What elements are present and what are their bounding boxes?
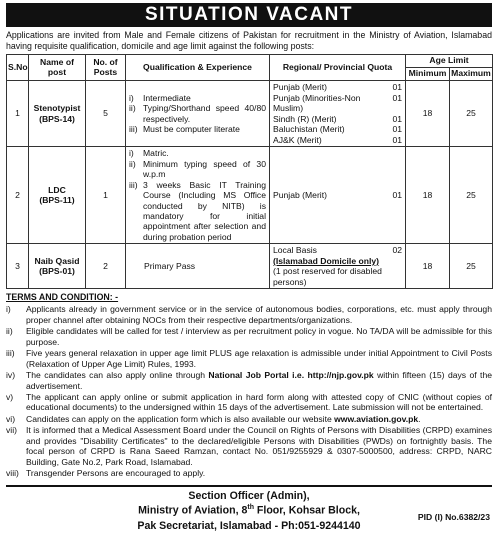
- term-num: i): [6, 304, 11, 315]
- quota-region: AJ&K (Merit): [273, 134, 322, 145]
- post-scale: (BPS-11): [39, 195, 75, 206]
- qual-num: i): [129, 92, 134, 103]
- header-sno: S.No: [7, 55, 29, 81]
- term-text-part: .: [418, 413, 421, 424]
- term-text: Eligible candidates will be called for test / interview as per recruitment policy in vogue. No TA/DA will be admissible for this purpose.: [26, 326, 492, 347]
- term-text: It is informed that a Medical Assessment Board under the Council on Rights of Persons with Disabilities (CRPD) examines and provides "Disability Certificates" to the declared/eligible Persons with Disabilities (PWDs) on fortnightly basis. The focal person of CRPD is Rana Saeed Ramzan, contact No. 051/9255929 & 0307-5000500, address: CRPD, NARC Building, Gate No.2, Park Road, Islamabad.: [26, 425, 492, 467]
- term-text-part: The candidates can also apply online through: [26, 370, 209, 381]
- term-text: The applicant can apply online or submit application in hard form along with attested copy of CNIC (without copies of educational documents) to the undersigned within 15 days of the advertisement. Late submission will not be entertained.: [26, 391, 492, 413]
- terms-list: [6, 304, 492, 479]
- list-item: [6, 414, 492, 424]
- intro-text: Applications are invited from Male and Female citizens of Pakistan for recruitment in the Ministry of Aviation, Islamabad having requisite qualification, domicile and age limit against the following posts:: [6, 30, 492, 51]
- quota-count: 01: [392, 113, 402, 124]
- pid-number: PID (I) No.6382/23: [417, 511, 490, 522]
- footer-ministry-text: Ministry of Aviation, 8: [138, 505, 248, 517]
- term-num: vii): [6, 425, 17, 436]
- quota-domicile: (Islamabad Domicile only): [273, 255, 380, 266]
- qual-num: iii): [129, 179, 138, 190]
- quota-count: 01: [392, 92, 402, 103]
- row-posts-count: 1: [86, 147, 126, 244]
- header-age-limit: Age Limit: [406, 55, 493, 68]
- vacancy-table: [6, 54, 493, 289]
- quota-region: Punjab (Minorities-Non Muslim): [273, 92, 361, 114]
- term-num: ii): [6, 326, 13, 337]
- row-qualification: [126, 81, 270, 147]
- row-sno: 3: [7, 244, 29, 289]
- term-text: Five years general relaxation in upper age limit PLUS age relaxation is admissible under initial Appointment to Civil Posts (Relaxation of Upper Age Limit) Rules, 1993.: [26, 348, 492, 369]
- row-quota: [270, 81, 406, 147]
- qual-text: Must be computer literate: [143, 124, 240, 135]
- post-scale: (BPS-14): [39, 113, 75, 124]
- term-text: Applicants already in government service or in the service of autonomous bodies, corporations, etc. must apply through proper channel after obtaining NOCs from their respective departments/organizations.: [26, 304, 492, 325]
- term-text: [26, 370, 492, 391]
- term-num: vi): [6, 413, 16, 424]
- row-post: [29, 81, 86, 147]
- quota-count: 01: [392, 124, 402, 135]
- quota-region: Baluchistan (Merit): [273, 124, 345, 135]
- website-link: www.aviation.gov.pk: [334, 413, 419, 424]
- row-qualification: [126, 244, 270, 289]
- footer-officer: Section Officer (Admin),: [188, 489, 310, 502]
- qual-num: iii): [129, 124, 138, 135]
- post-scale: (BPS-01): [39, 266, 75, 277]
- quota-count: 01: [392, 134, 402, 145]
- header-age-max: Maximum: [450, 68, 493, 81]
- row-age-min: 18: [406, 147, 450, 244]
- quota-region: Local Basis: [273, 245, 317, 256]
- term-num: v): [6, 391, 14, 402]
- term-text: [26, 414, 492, 424]
- quota-count: 01: [392, 82, 402, 93]
- page-title: SITUATION VACANT: [6, 3, 492, 27]
- footer-ministry-text: Floor, Kohsar Block,: [253, 505, 360, 517]
- qual-text: Intermediate: [143, 92, 191, 103]
- header-post: Name of post: [29, 55, 86, 81]
- row-qualification: [126, 147, 270, 244]
- list-item: [6, 304, 492, 325]
- row-quota: [270, 147, 406, 244]
- list-item: [6, 468, 492, 478]
- row-posts-count: 2: [86, 244, 126, 289]
- qual-text: Primary Pass: [144, 261, 196, 272]
- qual-num: ii): [129, 158, 136, 169]
- quota-region: Punjab (Merit): [273, 190, 327, 201]
- quota-note: (1 post reserved for disabled persons): [273, 266, 382, 287]
- post-name: LDC: [48, 184, 66, 195]
- row-quota: [270, 244, 406, 289]
- table-row: [7, 81, 493, 147]
- term-num: iii): [6, 348, 15, 359]
- term-num: viii): [6, 468, 19, 479]
- quota-count: 01: [392, 190, 402, 201]
- list-item: [6, 326, 492, 347]
- row-age-max: 25: [450, 147, 493, 244]
- row-age-min: 18: [406, 81, 450, 147]
- terms-heading: TERMS AND CONDITION: -: [6, 292, 119, 303]
- qual-text: Typing/Shorthand speed 40/80 respectively.: [143, 103, 266, 124]
- row-age-min: 18: [406, 244, 450, 289]
- footer-secretariat: Pak Secretariat, Islamabad - Ph:051-9244140: [137, 519, 361, 532]
- row-sno: 2: [7, 147, 29, 244]
- table-row: [7, 244, 493, 289]
- term-text-part: Candidates can apply on the application form which is also available our website: [26, 413, 335, 424]
- row-age-max: 25: [450, 81, 493, 147]
- qual-text: Matric.: [143, 148, 169, 159]
- row-post: [29, 147, 86, 244]
- qual-num: ii): [129, 103, 136, 114]
- term-text: Transgender Persons are encouraged to apply.: [26, 468, 206, 479]
- list-item: [6, 370, 492, 391]
- footer-ordinal: th: [247, 504, 254, 512]
- qual-text: Minimum typing speed of 30 w.p.m: [143, 158, 266, 180]
- header-quota: Regional/ Provincial Quota: [270, 55, 406, 81]
- table-header-row: [7, 55, 493, 68]
- list-item: [6, 348, 492, 369]
- footer-address: [6, 487, 492, 533]
- qual-text: 3 weeks Basic IT Training Course (Including MS Office conducted by NITB) is mandatory for initial appointment after selection and during probation period: [143, 179, 266, 242]
- list-item: [6, 425, 492, 467]
- qual-num: i): [129, 148, 134, 159]
- header-qualification: Qualification & Experience: [126, 55, 270, 81]
- list-item: [6, 392, 492, 413]
- term-text-part: within fifteen (15) days of the advertisement.: [26, 370, 493, 391]
- row-sno: 1: [7, 81, 29, 147]
- header-age-min: Minimum: [406, 68, 450, 81]
- term-num: iv): [6, 370, 16, 381]
- row-post: [29, 244, 86, 289]
- quota-region: Punjab (Merit): [273, 82, 327, 93]
- header-posts: No. of Posts: [86, 55, 126, 81]
- quota-region: Sindh (R) (Merit): [273, 113, 337, 124]
- row-posts-count: 5: [86, 81, 126, 147]
- job-portal-link: National Job Portal i.e. http://njp.gov.pk: [208, 370, 374, 381]
- post-name: Naib Qasid: [34, 255, 80, 266]
- post-name: Stenotypist: [33, 103, 81, 114]
- quota-count: 02: [392, 245, 402, 256]
- table-row: [7, 147, 493, 244]
- row-age-max: 25: [450, 244, 493, 289]
